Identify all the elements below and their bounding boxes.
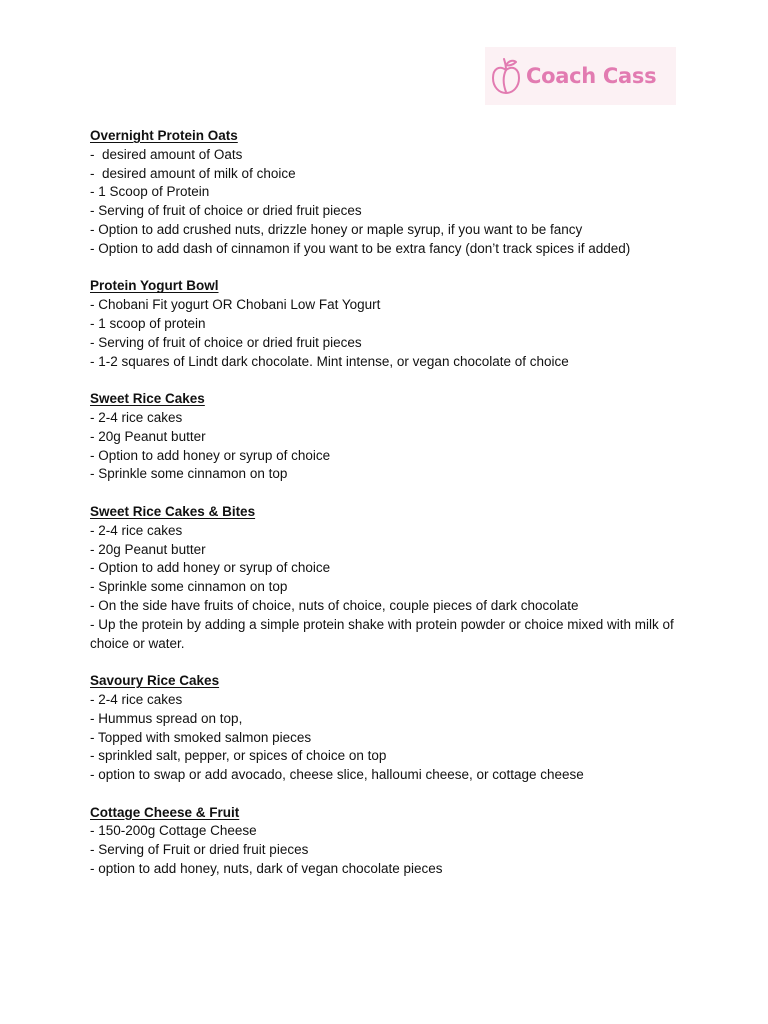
ingredient-item: - Option to add honey or syrup of choice: [90, 560, 331, 576]
ingredient-list: [90, 522, 690, 654]
ingredient-item: - sprinkled salt, pepper, or spices of choice on top: [90, 748, 387, 764]
ingredient-item: - desired amount of milk of choice: [90, 165, 296, 181]
ingredient-item: - Up the protein by adding a simple protein shake with protein powder or choice mixed with milk of choice or water.: [90, 616, 678, 651]
recipe-section: [90, 277, 690, 371]
recipe-section: [90, 672, 690, 785]
recipe-title: Cottage Cheese & Fruit: [90, 804, 240, 820]
ingredient-item: - Hummus spread on top,: [90, 710, 243, 726]
recipe-section: [90, 127, 690, 259]
recipe-section: [90, 503, 690, 653]
recipe-section: [90, 390, 690, 484]
ingredient-item: - Option to add crushed nuts, drizzle honey or maple syrup, if you want to be fancy: [90, 221, 583, 237]
peach-icon: [491, 56, 521, 96]
ingredient-item: - Sprinkle some cinnamon on top: [90, 466, 288, 482]
ingredient-item: - 1-2 squares of Lindt dark chocolate. Mint intense, or vegan chocolate of choice: [90, 353, 569, 369]
ingredient-item: - 2-4 rice cakes: [90, 691, 183, 707]
ingredient-item: - Serving of Fruit or dried fruit pieces: [90, 842, 309, 858]
ingredient-list: [90, 409, 690, 484]
recipe-title: Protein Yogurt Bowl: [90, 278, 219, 294]
ingredient-list: [90, 146, 690, 259]
ingredient-item: - 150-200g Cottage Cheese: [90, 823, 257, 839]
ingredient-item: - 2-4 rice cakes: [90, 522, 183, 538]
brand-logo: [485, 47, 676, 105]
ingredient-item: - 1 scoop of protein: [90, 315, 206, 331]
ingredient-item: - Serving of fruit of choice or dried fruit pieces: [90, 203, 362, 219]
ingredient-item: - Option to add dash of cinnamon if you want to be extra fancy (don’t track spices if added): [90, 240, 631, 256]
recipe-title: Sweet Rice Cakes: [90, 391, 205, 407]
recipe-document: [90, 127, 690, 898]
ingredient-item: - Option to add honey or syrup of choice: [90, 447, 331, 463]
ingredient-item: - 2-4 rice cakes: [90, 409, 183, 425]
ingredient-list: [90, 296, 690, 371]
ingredient-item: - Sprinkle some cinnamon on top: [90, 579, 288, 595]
ingredient-item: - option to add honey, nuts, dark of vegan chocolate pieces: [90, 861, 443, 877]
ingredient-list: [90, 691, 690, 785]
ingredient-item: - 20g Peanut butter: [90, 428, 206, 444]
brand-name: Coach Cass: [526, 64, 657, 88]
recipe-title: Sweet Rice Cakes & Bites: [90, 503, 256, 519]
ingredient-item: - 1 Scoop of Protein: [90, 184, 210, 200]
ingredient-item: - Serving of fruit of choice or dried fruit pieces: [90, 334, 362, 350]
ingredient-item: - Topped with smoked salmon pieces: [90, 729, 312, 745]
ingredient-item: - desired amount of Oats: [90, 146, 243, 162]
recipe-title: Savoury Rice Cakes: [90, 673, 220, 689]
recipe-title: Overnight Protein Oats: [90, 128, 238, 143]
ingredient-item: - 20g Peanut butter: [90, 541, 206, 557]
ingredient-item: - Chobani Fit yogurt OR Chobani Low Fat Yogurt: [90, 297, 381, 313]
recipe-section: [90, 804, 690, 879]
ingredient-item: - On the side have fruits of choice, nuts of choice, couple pieces of dark chocolate: [90, 597, 579, 613]
ingredient-item: - option to swap or add avocado, cheese slice, halloumi cheese, or cottage cheese: [90, 767, 584, 783]
ingredient-list: [90, 822, 690, 878]
